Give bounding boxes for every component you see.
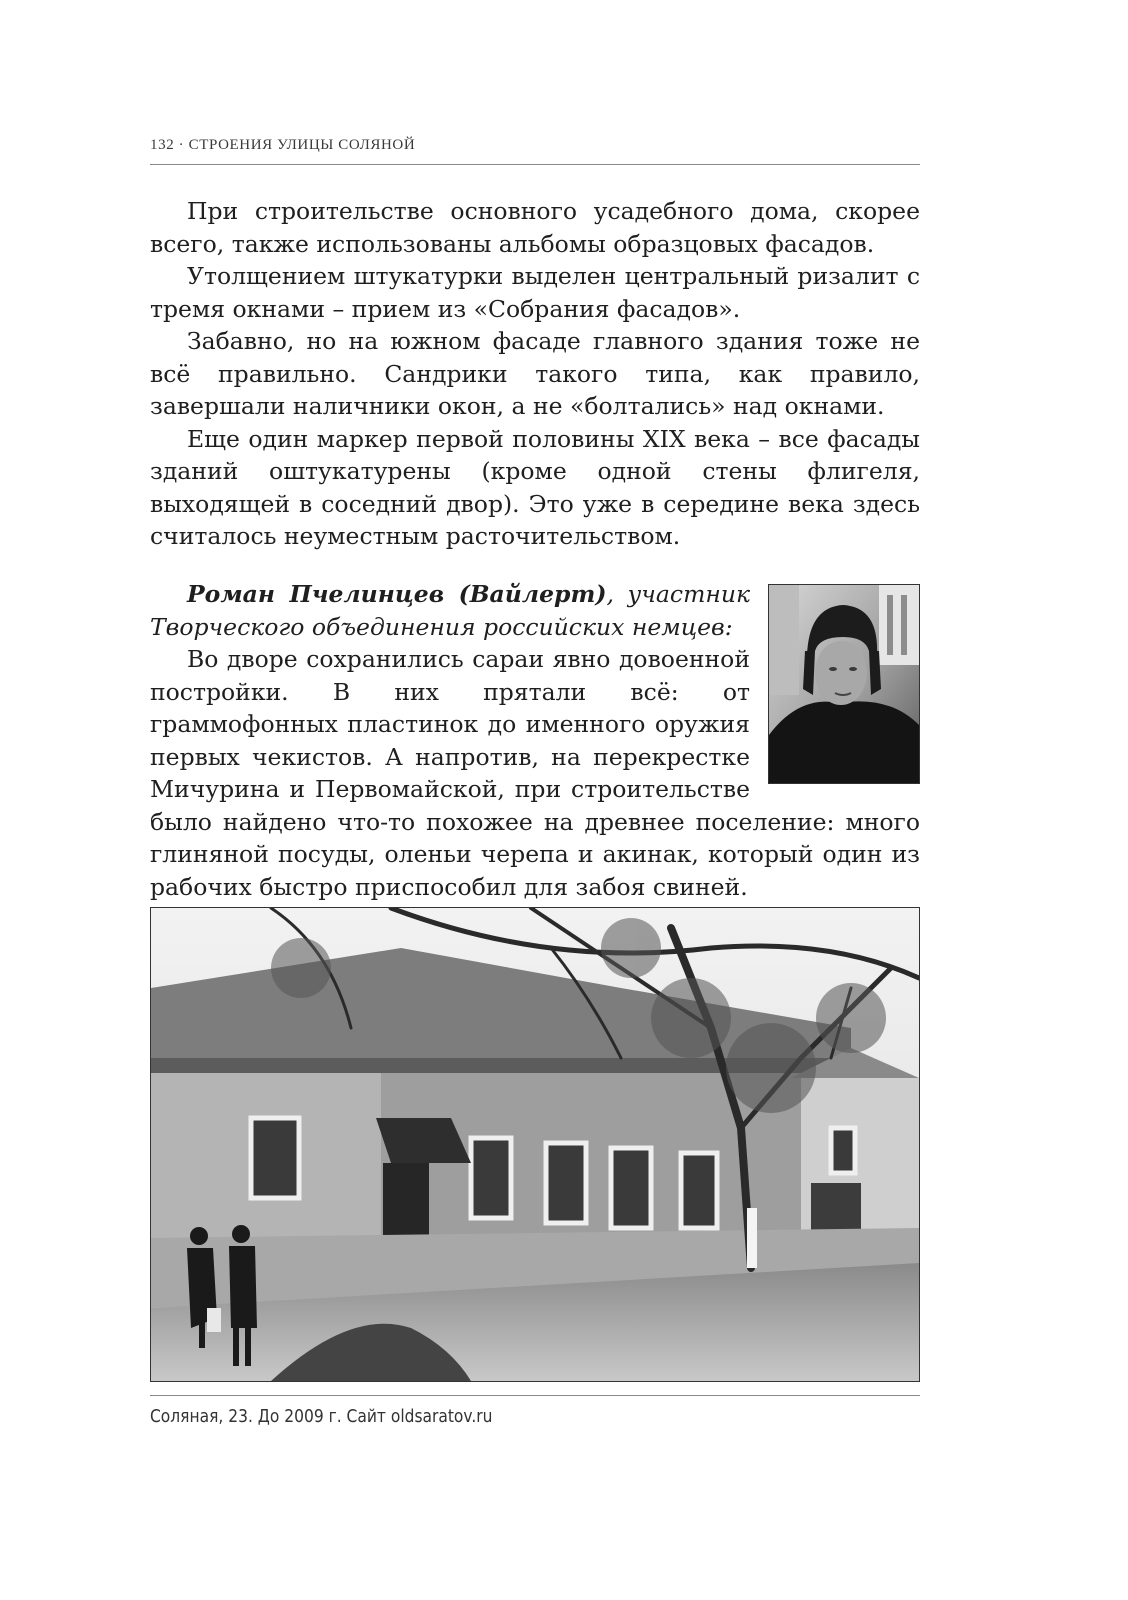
quote-author: Роман Пчелинцев (Вайлерт) [187,580,607,608]
paragraph-3: Забавно, но на южном фасаде главного здания тоже не всё правильно. Сандрики такого типа, как правило, завершали наличники окон, а не «болтались» над окнами. [150,327,920,420]
header-divider [150,164,920,165]
quote-text: Во дворе сохранились сараи явно довоенной постройки. В них прятали всё: от граммофонных пластинок до именного оружия первых чекистов. А напротив, на перекрестке Мичурина и Первомайской, при строительстве было найдено что-то похожее на древнее поселение: много глиняной посуды, оленьи черепа и акинак, который один из рабочих быстро приспособил для забоя свиней. [150,645,920,901]
running-head: 132 · СТРОЕНИЯ УЛИЦЫ СОЛЯНОЙ [150,137,416,153]
portrait-photo [768,584,920,784]
quote-author-role: , участник Творческого объединения российских немцев: [150,580,750,641]
caption-divider [150,1395,920,1396]
paragraph-2: Утолщением штукатурки выделен центральный ризалит с тремя окнами – прием из «Собрания фасадов». [150,262,920,323]
photo-caption: Соляная, 23. До 2009 г. Сайт oldsaratov.ru [150,1406,493,1427]
street-photo [150,907,920,1382]
quote-block [150,578,920,903]
paragraph-4: Еще один маркер первой половины XIX века – все фасады зданий оштукатурены (кроме одной стены флигеля, выходящей в соседний двор). Это уже в середине века здесь считалось неуместным расточительством. [150,424,920,550]
paragraph-1: При строительстве основного усадебного дома, скорее всего, также использованы альбомы образцовых фасадов. [150,197,920,258]
body-text [150,195,920,553]
